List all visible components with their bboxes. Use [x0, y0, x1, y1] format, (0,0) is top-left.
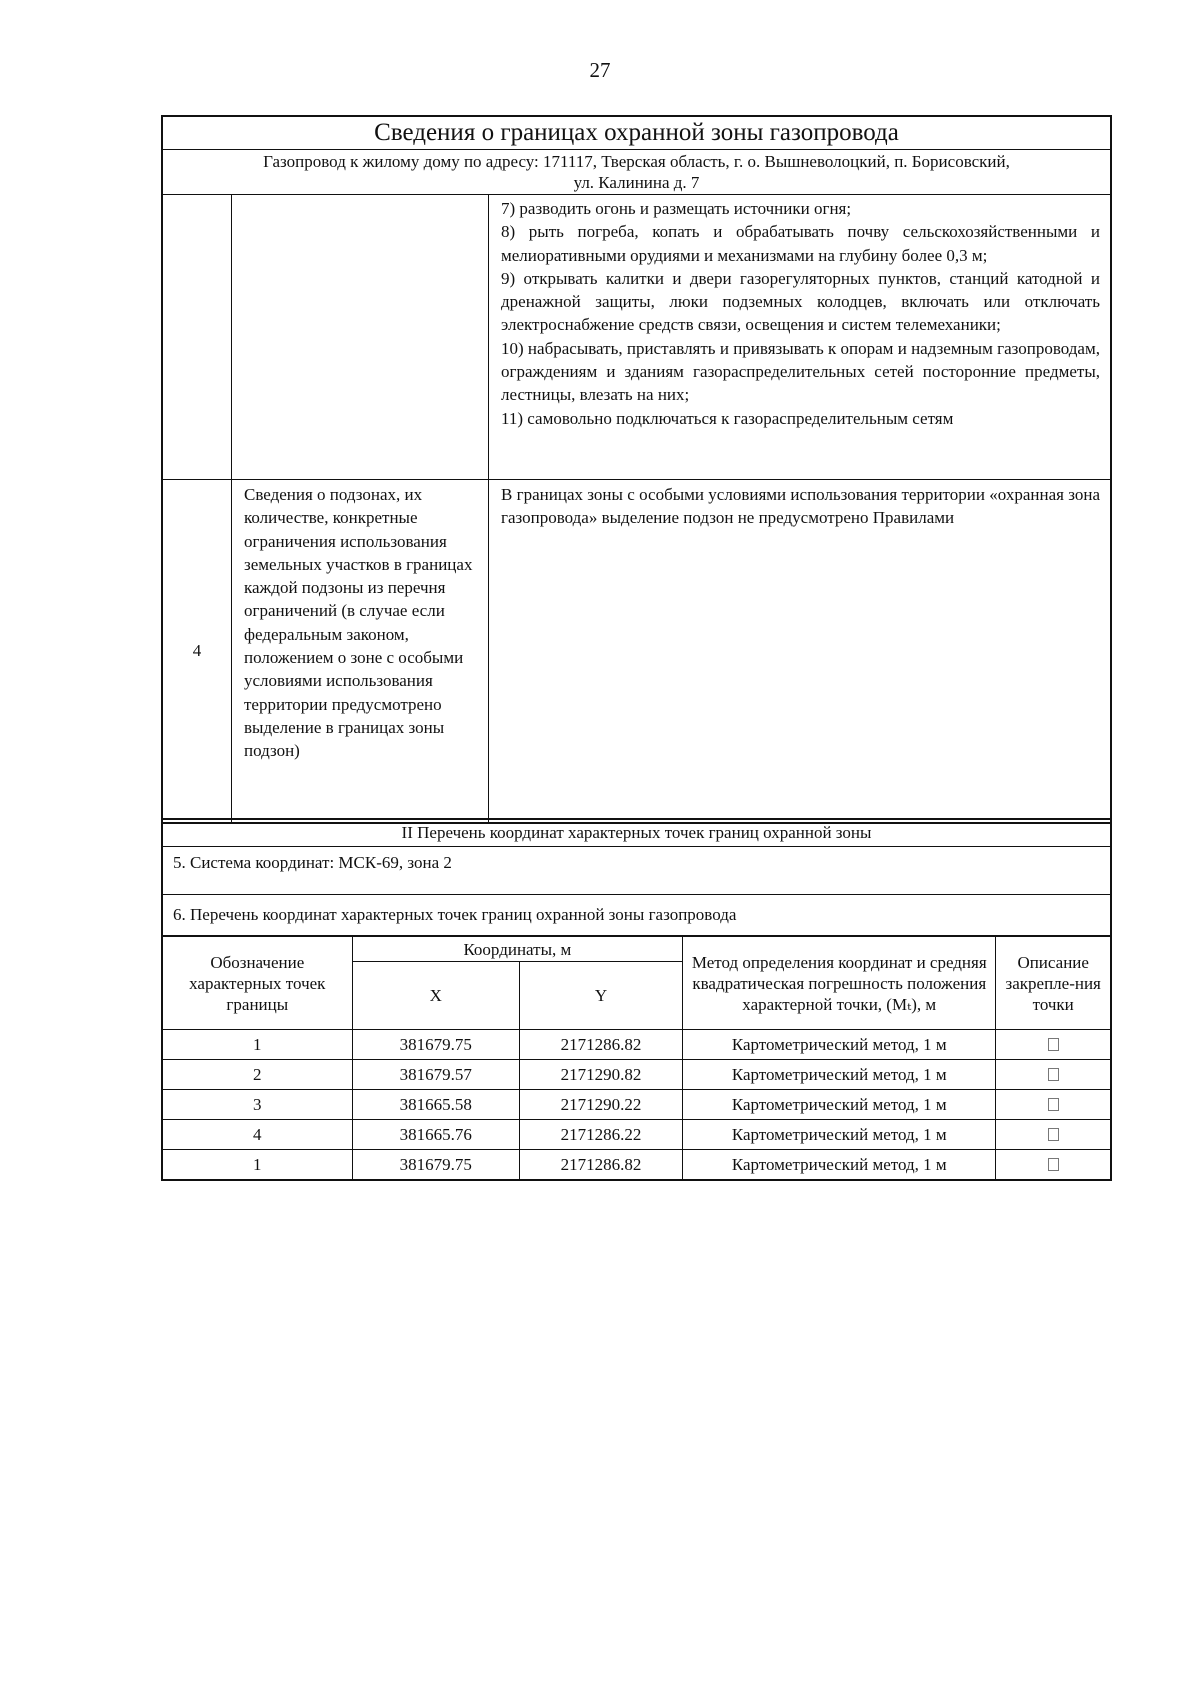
desc-cell: [996, 1090, 1111, 1120]
checkbox-icon: [1048, 1068, 1059, 1081]
point-id: 3: [163, 1090, 353, 1120]
address-line-2: ул. Калинина д. 7: [573, 173, 700, 192]
checkbox-icon: [1048, 1098, 1059, 1111]
coordinates-table: [162, 936, 1111, 1180]
y-value: 2171286.82: [519, 1030, 682, 1060]
header-desc: Описание закрепле-ния точки: [996, 937, 1111, 1030]
desc-cell: [996, 1060, 1111, 1090]
method-value: Картометрический метод, 1 м: [683, 1030, 996, 1060]
row-4-number: 4: [163, 480, 232, 823]
zone-info-table: [161, 115, 1112, 824]
checkbox-icon: [1048, 1038, 1059, 1051]
row-4-value: В границах зоны с особыми условиями использования территории «охранная зона газопровода» выделение подзон не предусмотрено Правилами: [489, 480, 1111, 823]
restriction-item: 7) разводить огонь и размещать источники огня;: [501, 199, 852, 218]
coord-system: 5. Система координат: МСК-69, зона 2: [163, 847, 1111, 895]
point-id: 1: [163, 1030, 353, 1060]
x-value: 381679.57: [352, 1060, 519, 1090]
method-value: Картометрический метод, 1 м: [683, 1120, 996, 1150]
method-value: Картометрический метод, 1 м: [683, 1060, 996, 1090]
coord-list-title: 6. Перечень координат характерных точек границ охранной зоны газопровода: [163, 895, 1111, 936]
restrictions-label-cell: [232, 195, 489, 480]
y-value: 2171290.22: [519, 1090, 682, 1120]
desc-cell: [996, 1030, 1111, 1060]
y-value: 2171290.82: [519, 1060, 682, 1090]
restriction-item: 11) самовольно подключаться к газораспределительным сетям: [501, 408, 954, 428]
point-id: 1: [163, 1150, 353, 1180]
restrictions-list: [489, 195, 1111, 480]
desc-cell: [996, 1120, 1111, 1150]
header-method: Метод определения координат и средняя квадратическая погрешность положения характерной точки, (Mₜ), м: [683, 937, 996, 1030]
restrictions-row: [163, 195, 1111, 480]
address: [163, 150, 1111, 195]
restriction-item: 8) рыть погреба, копать и обрабатывать почву сельскохозяйственными и мелиоративными орудиями и механизмами на глубину более 0,3 м;: [501, 222, 1100, 265]
x-value: 381679.75: [352, 1030, 519, 1060]
section-2-title: II Перечень координат характерных точек границ охранной зоны: [163, 820, 1111, 847]
y-value: 2171286.82: [519, 1150, 682, 1180]
table-row: [163, 1120, 1111, 1150]
x-value: 381665.76: [352, 1120, 519, 1150]
y-value: 2171286.22: [519, 1120, 682, 1150]
point-id: 4: [163, 1120, 353, 1150]
x-value: 381679.75: [352, 1150, 519, 1180]
row-4: [163, 480, 1111, 823]
table-row: [163, 1030, 1111, 1060]
address-line-1: Газопровод к жилому дому по адресу: 171117, Тверская область, г. о. Вышневолоцкий, п. Борисовский,: [263, 152, 1010, 171]
header-point: Обозначение характерных точек границы: [163, 937, 353, 1030]
table-row: [163, 1150, 1111, 1180]
document-title: Сведения о границах охранной зоны газопровода: [163, 117, 1111, 150]
header-x: X: [352, 962, 519, 1030]
method-value: Картометрический метод, 1 м: [683, 1150, 996, 1180]
header-y: Y: [519, 962, 682, 1030]
method-value: Картометрический метод, 1 м: [683, 1090, 996, 1120]
header-coords: Координаты, м: [352, 937, 683, 962]
checkbox-icon: [1048, 1158, 1059, 1171]
point-id: 2: [163, 1060, 353, 1090]
restrictions-number-cell: [163, 195, 232, 480]
x-value: 381665.58: [352, 1090, 519, 1120]
restriction-item: 10) набрасывать, приставлять и привязывать к опорам и надземным газопроводам, ограждениям и зданиям газораспределительных сетей посторонние предметы, лестницы, влезать на них;: [501, 338, 1100, 405]
desc-cell: [996, 1150, 1111, 1180]
table-row: [163, 1060, 1111, 1090]
page-number: 27: [589, 58, 611, 82]
row-4-label: Сведения о подзонах, их количестве, конкретные ограничения использования земельных участков в границах каждой подзоны из перечня ограничений (в случае если федеральным законом, положением о зоне с особыми условиями использования территории предусмотрено выделение в границах зоны подзон): [232, 480, 489, 823]
table-row: [163, 1090, 1111, 1120]
restriction-item: 9) открывать калитки и двери газорегуляторных пунктов, станций катодной и дренажной защиты, люки подземных колодцев, включать или отключать электроснабжение средств связи, освещения и систем телемеханики;: [501, 268, 1100, 335]
checkbox-icon: [1048, 1128, 1059, 1141]
coordinates-section: [161, 818, 1112, 1181]
